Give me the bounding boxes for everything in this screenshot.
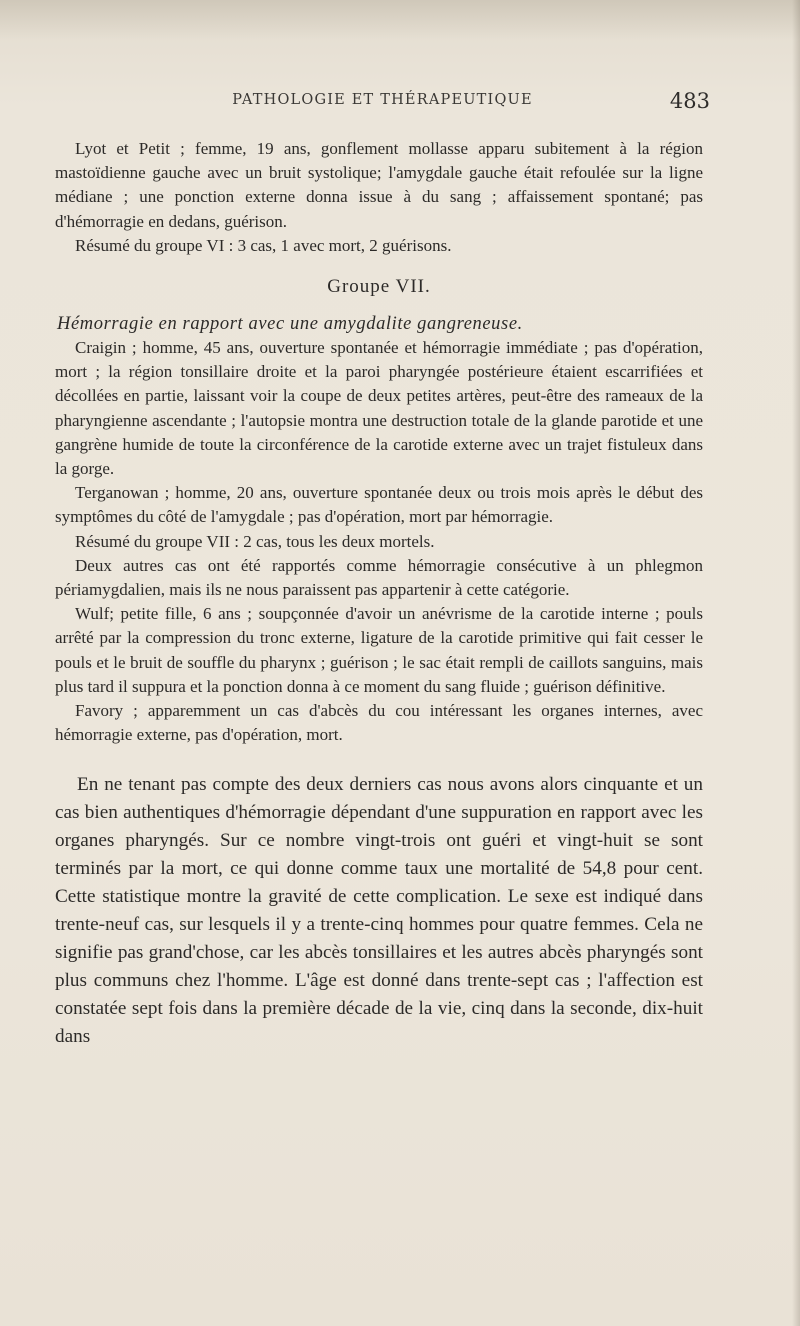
small-print-section-1 — [55, 137, 703, 258]
body-text — [55, 137, 703, 1051]
group-summary: Résumé du groupe VII : 2 cas, tous les deux mortels. — [75, 531, 435, 551]
case-paragraph: Terganowan ; homme, 20 ans, ouverture spontanée deux ou trois mois après le début des symptômes du côté de l'amygdale ; pas d'opération, mort par hémorragie. — [55, 483, 703, 527]
page-header — [55, 89, 710, 116]
case-paragraph: Craigin ; homme, 45 ans, ouverture spontanée et hémorragie immédiate ; pas d'opération, mort ; la région tonsillaire droite et la paroi pharyngée postérieure étaient escarrifiées et décollées en partie, laissant voir la coupe de deux petites artères, peut-être des rameaux de la pharyngienne ascendante ; l'autopsie montra une destruction totale de la glande parotide et une gangrène humide de toute la circonférence de la carotide externe avec un trajet fistuleux dans la gorge. — [55, 338, 703, 479]
case-paragraph: Lyot et Petit ; femme, 19 ans, gonflement mollasse apparu subitement à la région mastoïdienne gauche avec un bruit systolique; l'amygdale gauche était refoulée sur la ligne médiane ; une ponction externe donna issue à du sang ; affaissement spontané; pas d'hémorragie en dedans, guérison. — [55, 139, 703, 231]
group-subheading: Hémorragie en rapport avec une amygdalite gangreneuse. — [57, 314, 523, 335]
group-heading: Groupe VII. — [327, 276, 431, 298]
case-paragraph: Favory ; apparemment un cas d'abcès du cou intéressant les organes internes, avec hémorragie externe, pas d'opération, mort. — [55, 701, 703, 745]
page-number: 483 — [669, 89, 710, 113]
note-paragraph: Deux autres cas ont été rapportés comme hémorragie consécutive à un phlegmon périamygdalien, mais ils ne nous paraissent pas appartenir à cette catégorie. — [55, 555, 703, 600]
small-print-section-2 — [55, 336, 703, 747]
main-text-section — [55, 771, 703, 1050]
case-paragraph: Wulf; petite fille, 6 ans ; soupçonnée d'avoir un anévrisme de la carotide interne ; pouls arrêté par la compression du tronc externe, ligature de la carotide primitive qui fait cesser le pouls et le bruit de souffle du pharynx ; guérison ; le sac était rempli de caillots sanguins, mais plus tard il suppura et la ponction donna à ce moment du sang fluide ; guérison définitive. — [55, 604, 703, 696]
running-head: PATHOLOGIE ET THÉRAPEUTIQUE — [232, 92, 533, 108]
group-summary: Résumé du groupe VI : 3 cas, 1 avec mort, 2 guérisons. — [75, 235, 452, 255]
main-paragraph: En ne tenant pas compte des deux derniers cas nous avons alors cinquante et un cas bien authentiques d'hémorragie dépendant d'une suppuration en rapport avec les organes pharyngés. Sur ce nombre vingt-trois ont guéri et vingt-huit se sont terminés par la mort, ce qui donne comme taux une mortalité de 54,8 pour cent. Cette statistique montre la gravité de cette complication. Le sexe est indiqué dans trente-neuf cas, sur lesquels il y a trente-cinq hommes pour quatre femmes. Cela ne signifie pas grand'chose, car les abcès tonsillaires et les autres abcès pharyngés sont plus communs chez l'homme. L'âge est donné dans trente-sept cas ; l'affection est constatée sept fois dans la première décade de la vie, cinq dans la seconde, dix-huit dans — [55, 774, 703, 1047]
